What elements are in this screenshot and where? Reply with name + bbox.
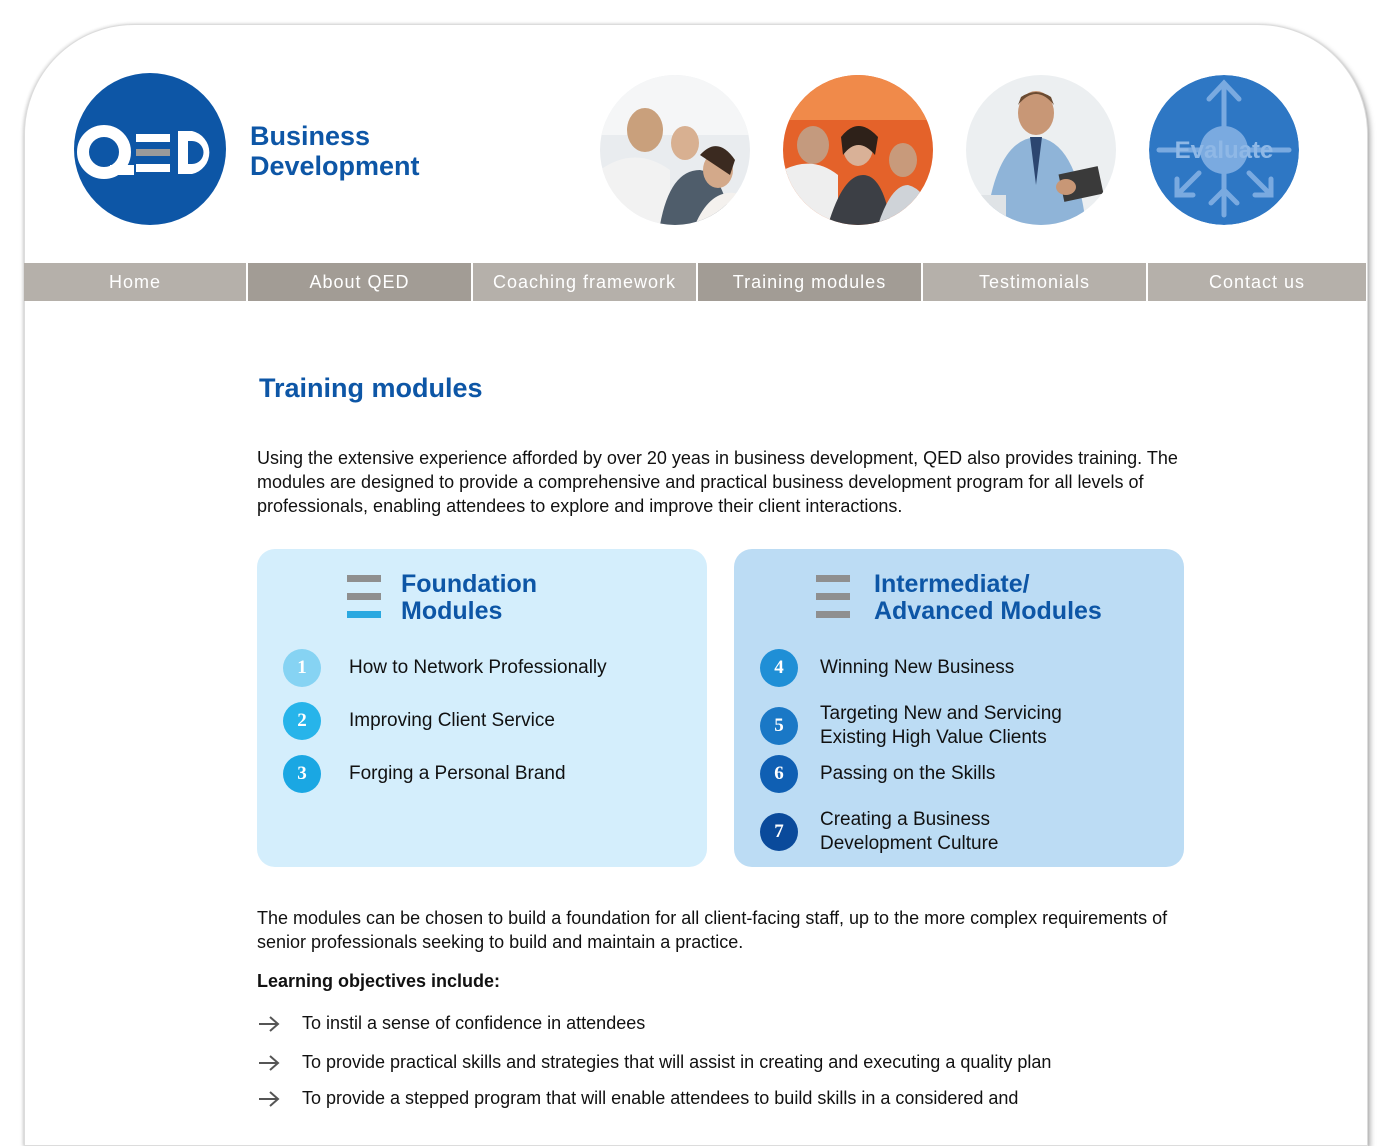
intro-paragraph: Using the extensive experience afforded by over 20 yeas in business development, QED also provides training. The modules are designed to provide a comprehensive and practical business development program for all levels of professionals, enabling attendees to explore and improve their client interactions. bbox=[257, 448, 1178, 516]
nav-training-modules[interactable]: Training modules bbox=[698, 263, 921, 301]
nav-contact-us[interactable]: Contact us bbox=[1148, 263, 1366, 301]
modules-summary: The modules can be chosen to build a foundation for all client-facing staff, up to the more complex requirements of senior professionals seeking to build and maintain a practice. bbox=[257, 908, 1168, 952]
module-label: Forging a Personal Brand bbox=[349, 763, 566, 784]
objective-item bbox=[257, 1052, 1051, 1073]
module-number: 4 bbox=[760, 649, 798, 687]
foundation-title bbox=[401, 571, 537, 625]
objective-text: To provide a stepped program that will enable attendees to build skills in a considered and bbox=[302, 1088, 1019, 1108]
module-label-line1: Targeting New and Servicing bbox=[820, 703, 1062, 724]
nav-home[interactable]: Home bbox=[24, 263, 246, 301]
evaluate-icon bbox=[1149, 75, 1299, 225]
intermediate-title bbox=[874, 571, 1102, 625]
objective-text: To instil a sense of confidence in attendees bbox=[302, 1013, 646, 1033]
module-label-line2: Development Culture bbox=[820, 833, 999, 854]
module-label bbox=[820, 808, 998, 856]
module-item[interactable] bbox=[283, 702, 555, 740]
module-number: 6 bbox=[760, 755, 798, 793]
nav-testimonials[interactable]: Testimonials bbox=[923, 263, 1146, 301]
module-label: How to Network Professionally bbox=[349, 657, 607, 678]
brand-name bbox=[250, 121, 420, 181]
foundation-modules-box bbox=[257, 549, 707, 867]
nav-about-qed[interactable]: About QED bbox=[248, 263, 471, 301]
nav-coaching-framework[interactable]: Coaching framework bbox=[473, 263, 696, 301]
arrow-right-icon bbox=[257, 1090, 282, 1108]
modules-bars-icon bbox=[816, 575, 850, 629]
intermediate-title-line2: Advanced Modules bbox=[874, 597, 1102, 625]
arrow-right-icon bbox=[257, 1054, 282, 1072]
module-label-line2: Existing High Value Clients bbox=[820, 727, 1047, 748]
module-label bbox=[820, 702, 1062, 750]
objectives-heading: Learning objectives include: bbox=[257, 971, 501, 991]
module-label-line1: Creating a Business bbox=[820, 809, 991, 830]
objective-item bbox=[257, 1088, 1018, 1109]
module-item[interactable] bbox=[760, 755, 995, 793]
module-item[interactable] bbox=[760, 702, 1062, 750]
intermediate-title-line1: Intermediate/ bbox=[874, 570, 1030, 598]
module-item[interactable] bbox=[760, 649, 1014, 687]
arrow-right-icon bbox=[257, 1015, 282, 1033]
module-label: Passing on the Skills bbox=[820, 763, 996, 784]
foundation-title-line2: Modules bbox=[401, 597, 503, 625]
module-number: 5 bbox=[760, 707, 798, 745]
photo-presenter bbox=[966, 75, 1116, 225]
module-number: 7 bbox=[760, 813, 798, 851]
module-item[interactable] bbox=[760, 808, 998, 856]
photo-team-meeting bbox=[600, 75, 750, 225]
brand-name-line2: Development bbox=[250, 151, 420, 181]
objective-text: To provide practical skills and strategies that will assist in creating and executing a quality plan bbox=[302, 1052, 1052, 1072]
foundation-title-line1: Foundation bbox=[401, 570, 538, 598]
qed-logo[interactable] bbox=[74, 73, 226, 225]
objective-item bbox=[257, 1013, 645, 1034]
modules-bars-icon bbox=[347, 575, 381, 629]
module-item[interactable] bbox=[283, 649, 607, 687]
module-item[interactable] bbox=[283, 755, 566, 793]
page-title: Training modules bbox=[259, 373, 483, 403]
module-number: 3 bbox=[283, 755, 321, 793]
module-number: 2 bbox=[283, 702, 321, 740]
module-number: 1 bbox=[283, 649, 321, 687]
photo-audience bbox=[783, 75, 933, 225]
qed-logo-mark bbox=[74, 73, 226, 225]
main-nav bbox=[24, 263, 1366, 301]
module-label: Winning New Business bbox=[820, 657, 1015, 678]
brand-name-line1: Business bbox=[250, 121, 371, 151]
evaluate-label: Evaluate bbox=[1174, 137, 1274, 164]
module-label: Improving Client Service bbox=[349, 710, 555, 731]
intermediate-modules-box bbox=[734, 549, 1184, 867]
